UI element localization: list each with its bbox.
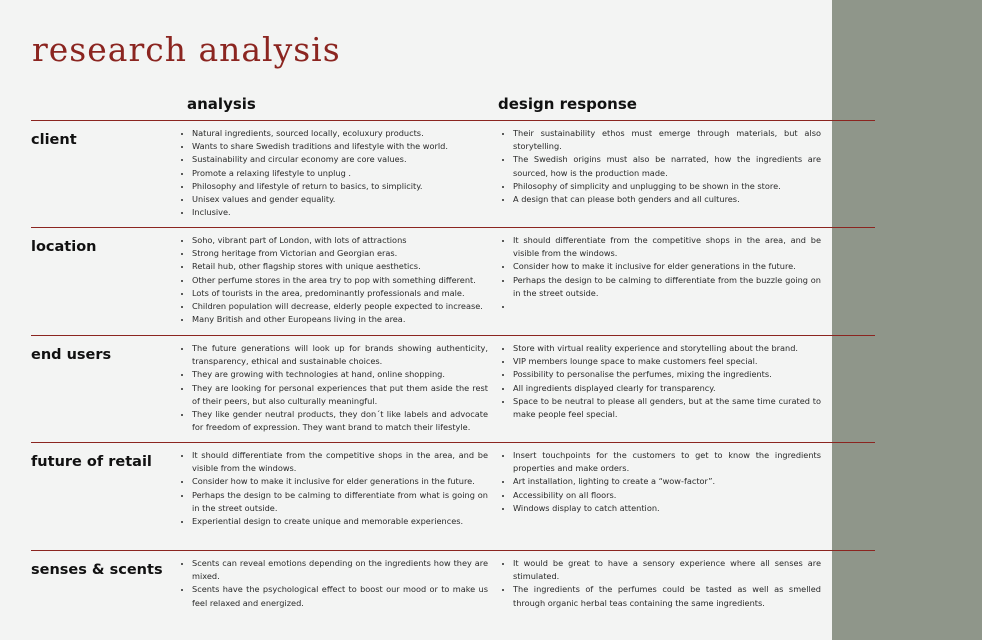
list-item: • The ingredients of the perfumes could be tasted as well as smelled through organic herbal teas containing the same ingredients.: [513, 583, 821, 609]
analysis-list-location: [179, 234, 488, 326]
list-item: • Philosophy and lifestyle of return to basics, to simplicity.: [192, 180, 488, 193]
list-item: • Natural ingredients, sourced locally, ecoluxury products.: [192, 127, 488, 140]
list-item: [513, 300, 821, 313]
list-item: • They are growing with technologies at hand, online shopping.: [192, 368, 488, 381]
response-list-future-of-retail: [500, 449, 821, 515]
list-item: • They like gender neutral products, they don´t like labels and advocate for freedom of expression. They want brand to match their lifestyle.: [192, 408, 488, 434]
list-item: • Store with virtual reality experience and storytelling about the brand.: [513, 342, 821, 355]
list-item: • It would be great to have a sensory experience where all senses are stimulated.: [513, 557, 821, 583]
list-item: • They are looking for personal experiences that put them aside the rest of their peers, but also culturally meaningful.: [192, 382, 488, 408]
analysis-list-senses-and-scents: [179, 557, 488, 610]
row-senses-and-scents: [31, 550, 875, 639]
column-header-analysis: analysis: [187, 95, 256, 113]
list-item: • VIP members lounge space to make customers feel special.: [513, 355, 821, 368]
list-item: • Lots of tourists in the area, predominantly professionals and male.: [192, 287, 488, 300]
list-item: • A design that can please both genders and all cultures.: [513, 193, 821, 206]
list-item: • Scents have the psychological effect to boost our mood or to make us feel relaxed and energized.: [192, 583, 488, 609]
list-item: • Unisex values and gender equality.: [192, 193, 488, 206]
response-list-client: [500, 127, 821, 206]
list-item: • Windows display to catch attention.: [513, 502, 821, 515]
row-label-senses-and-scents: senses & scents: [31, 562, 163, 578]
list-item: • Promote a relaxing lifestyle to unplug .: [192, 167, 488, 180]
response-list-location: [500, 234, 821, 313]
list-item: • Many British and other Europeans living in the area.: [192, 313, 488, 326]
list-item: • Experiential design to create unique and memorable experiences.: [192, 515, 488, 528]
list-item: • Art installation, lighting to create a “wow-factor”.: [513, 475, 821, 488]
row-label-end-users: end users: [31, 347, 112, 363]
list-item: • Perhaps the design to be calming to differentiate from the buzzle going on in the street outside.: [513, 274, 821, 300]
list-item: • Philosophy of simplicity and unplugging to be shown in the store.: [513, 180, 821, 193]
analysis-list-end-users: [179, 342, 488, 434]
list-item: • Consider how to make it inclusive for elder generations in the future.: [192, 475, 488, 488]
list-item: • Accessibility on all floors.: [513, 489, 821, 502]
list-item: • All ingredients displayed clearly for transparency.: [513, 382, 821, 395]
row-client: [31, 120, 875, 227]
row-label-future-of-retail: future of retail: [31, 454, 152, 470]
list-item: • Wants to share Swedish traditions and lifestyle with the world.: [192, 140, 488, 153]
response-list-end-users: [500, 342, 821, 421]
list-item: • Space to be neutral to please all genders, but at the same time curated to make people feel special.: [513, 395, 821, 421]
row-end-users: [31, 335, 875, 443]
list-item: • Other perfume stores in the area try to pop with something different.: [192, 274, 488, 287]
list-item: • Scents can reveal emotions depending on the ingredients how they are mixed.: [192, 557, 488, 583]
list-item: • Soho, vibrant part of London, with lots of attractions: [192, 234, 488, 247]
list-item: • Insert touchpoints for the customers to get to know the ingredients properties and make orders.: [513, 449, 821, 475]
row-label-location: location: [31, 239, 97, 255]
response-list-senses-and-scents: [500, 557, 821, 610]
list-item: • Perhaps the design to be calming to differentiate from what is going on in the street outside.: [192, 489, 488, 515]
list-item: • Strong heritage from Victorian and Georgian eras.: [192, 247, 488, 260]
list-item: • Inclusive.: [192, 206, 488, 219]
list-item: • Consider how to make it inclusive for elder generations in the future.: [513, 260, 821, 273]
list-item: • The future generations will look up for brands showing authenticity, transparency, ethical and sustainable choices.: [192, 342, 488, 368]
list-item: • Retail hub, other flagship stores with unique aesthetics.: [192, 260, 488, 273]
row-future-of-retail: [31, 442, 875, 550]
list-item: • The Swedish origins must also be narrated, how the ingredients are sourced, how is the production made.: [513, 153, 821, 179]
list-item: • Sustainability and circular economy are core values.: [192, 153, 488, 166]
list-item: • It should differentiate from the competitive shops in the area, and be visible from the windows.: [192, 449, 488, 475]
row-label-client: client: [31, 132, 77, 148]
list-item: • Possibility to personalise the perfumes, mixing the ingredients.: [513, 368, 821, 381]
list-item: • Children population will decrease, elderly people expected to increase.: [192, 300, 488, 313]
analysis-list-future-of-retail: [179, 449, 488, 528]
page-title: research analysis: [32, 30, 341, 69]
row-location: [31, 227, 875, 335]
list-item: • It should differentiate from the competitive shops in the area, and be visible from the windows.: [513, 234, 821, 260]
analysis-list-client: [179, 127, 488, 219]
column-header-design-response: design response: [498, 95, 637, 113]
list-item: • Their sustainability ethos must emerge through materials, but also storytelling.: [513, 127, 821, 153]
